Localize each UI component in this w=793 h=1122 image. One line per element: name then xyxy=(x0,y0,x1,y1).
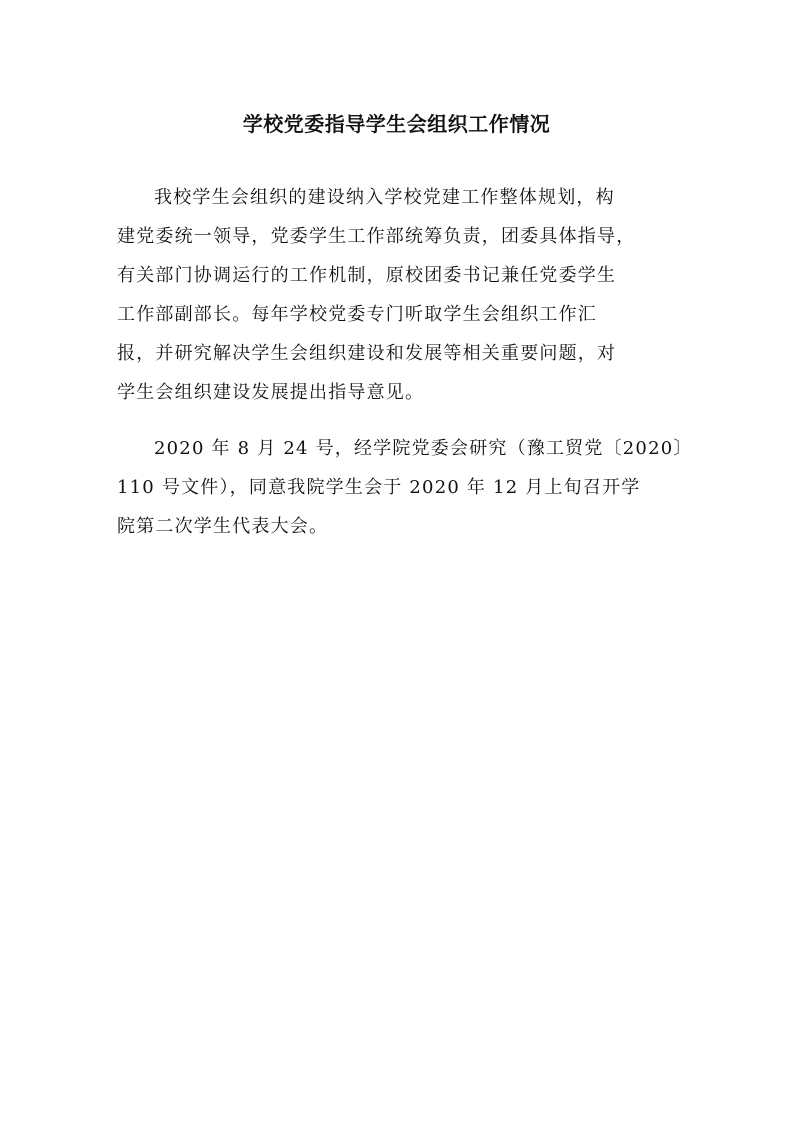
paragraph-line: 有关部门协调运行的工作机制，原校团委书记兼任党委学生 xyxy=(117,265,617,286)
paragraph-line: 院第二次学生代表大会。 xyxy=(117,516,329,537)
paragraph-line: 建党委统一领导，党委学生工作部统筹负责，团委具体指导， xyxy=(117,226,636,247)
paragraph-line: 110 号文件），同意我院学生会于 2020 年 12 月上旬召开学 xyxy=(117,477,641,498)
paragraph-line: 我校学生会组织的建设纳入学校党建工作整体规划，构 xyxy=(154,187,615,208)
paragraph-line: 工作部副部长。每年学校党委专门听取学生会组织工作汇 xyxy=(117,304,597,325)
paragraph-line: 报，并研究解决学生会组织建设和发展等相关重要问题，对 xyxy=(117,343,617,364)
paragraph-party-committee-guidance xyxy=(117,178,677,412)
paragraph-line: 学生会组织建设发展提出指导意见。 xyxy=(117,382,425,403)
document-title: 学校党委指导学生会组织工作情况 xyxy=(242,112,551,136)
paragraph-student-congress-approval xyxy=(117,429,693,546)
paragraph-line: 2020 年 8 月 24 号，经学院党委会研究（豫工贸党〔2020〕 xyxy=(154,438,693,459)
